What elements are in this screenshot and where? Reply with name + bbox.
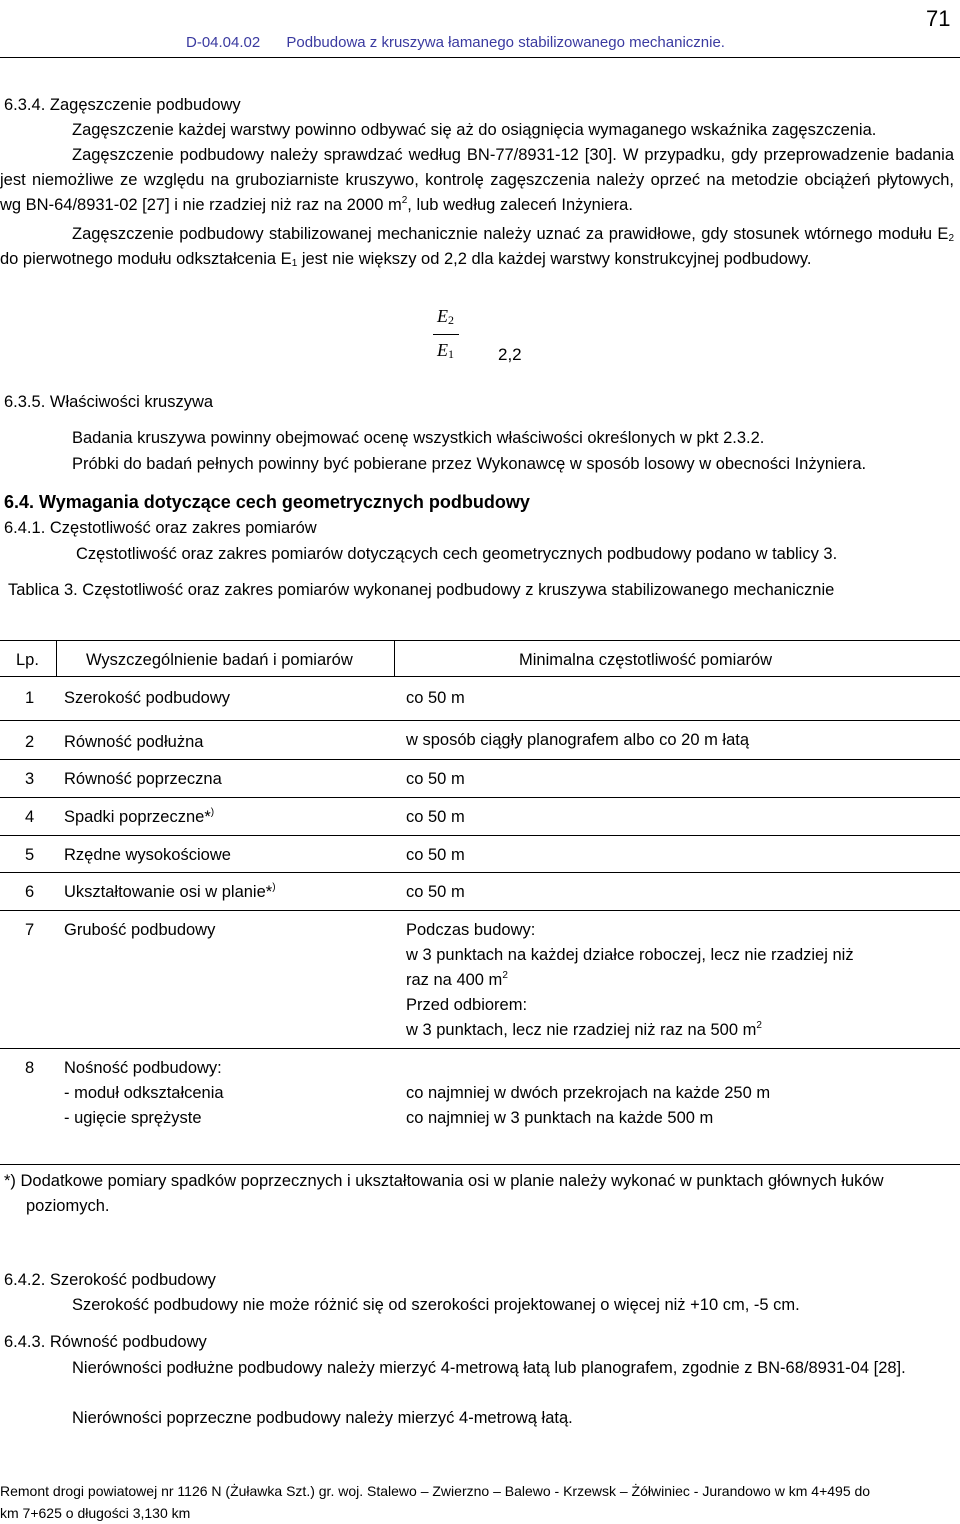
- footer-line: Remont drogi powiatowej nr 1126 N (Żuławka Szt.) gr. woj. Stalewo – Zwierzno – Balewo - Krzewsk – Żółwiniec - Jurandowo w km 4+495 do: [0, 1483, 871, 1499]
- table-row-rule: [0, 872, 960, 873]
- table-header-frequency: Minimalna częstotliwość pomiarów: [519, 651, 773, 669]
- section-title: Szerokość podbudowy: [49, 1271, 216, 1289]
- table-row-rule: [0, 797, 960, 798]
- fraction-bar: [433, 334, 459, 335]
- table-row-rule: [0, 759, 960, 760]
- section-heading-635: [4, 390, 213, 415]
- section-heading-641: [4, 516, 317, 541]
- section-number: 6.4.3.: [4, 1333, 46, 1351]
- measurement-table: Lp. Wyszczególnienie badań i pomiarów Minimalna częstotliwość pomiarów 1 Szerokość podbudowy co 50 m 2 Równość podłużna w sposób ciągły planografem albo co 20 m łatą 3 Równość poprzeczna co 50 m 4 Spadki poprzeczne*) co 50 m 5 Rzędne wysokościowe co 50 m 6 Ukształtowanie osi w planie*) co 50 m 7 Grubość podbudowy Podczas budowy: w 3 punktach na każdej działce roboczej, lecz nie rzadziej niż raz na 400 $m^2$ Przed odbiorem: w 3 punktach, lecz nie rzadziej niż raz na 500 $m^2$ 8 Nośność podbudowy: - moduł odkształcenia - ugięcie sprężyste co najmniej w dwóch przekrojach na każde 250 m co najmniej w 3 punktach na każde 500 m: [0, 640, 960, 1165]
- section-number: 6.3.5.: [4, 393, 46, 411]
- paragraph: Nierówności podłużne podbudowy należy mierzyć 4-metrową łatą lub planografem, zgodnie z BN-68/8931-04 [28].: [72, 1359, 906, 1377]
- section-number: 6.4.: [4, 492, 35, 512]
- table-row-rule: [0, 835, 960, 836]
- formula-rhs: 2,2: [498, 345, 522, 364]
- page-number: 71: [926, 6, 951, 31]
- table-col-rule: [56, 640, 57, 676]
- table-header-item: Wyszczególnienie badań i pomiarów: [86, 651, 353, 669]
- paragraph: Próbki do badań pełnych powinny być pobierane przez Wykonawcę w sposób losowy w obecności Inżyniera.: [72, 455, 867, 473]
- table-header-rule: [0, 676, 960, 677]
- paragraph: Szerokość podbudowy nie może różnić się od szerokości projektowanej o więcej niż +10 cm, -5 cm.: [72, 1296, 800, 1314]
- table-col-rule: [394, 640, 395, 676]
- section-heading-64: [4, 489, 530, 516]
- section-title: Zagęszczenie podbudowy: [49, 96, 241, 114]
- table-border-top: [0, 640, 960, 641]
- paragraph: Badania kruszywa powinny obejmować ocenę wszystkich właściwości określonych w pkt 2.3.2.: [72, 429, 765, 447]
- paragraph: Zagęszczenie podbudowy należy sprawdzać według BN-77/8931-12 [30]. W przypadku, gdy przeprowadzenie badania jest niemożliwe ze względu na gruboziarniste kruszywo, kontrolę zagęszczenia należy oprzeć na metodzie obciążeń płytowych, wg BN-64/8931-02 [27] i nie rzadziej niż raz na 2000 $m^2$, lub według zaleceń Inżyniera.: [0, 146, 954, 214]
- table-row-rule: [0, 910, 960, 911]
- paragraph: Nierówności poprzeczne podbudowy należy mierzyć 4-metrową łatą.: [72, 1409, 573, 1427]
- running-header: [186, 32, 725, 55]
- section-title: Wymagania dotyczące cech geometrycznych podbudowy: [39, 492, 530, 512]
- formula-numerator: $E_2$: [437, 306, 454, 327]
- paragraph: Częstotliwość oraz zakres pomiarów dotyczących cech geometrycznych podbudowy podano w tablicy 3.: [76, 545, 838, 563]
- table-row-rule: [0, 1048, 960, 1049]
- spec-title: Podbudowa z kruszywa łamanego stabilizowanego mechanicznie.: [286, 34, 725, 51]
- section-heading-643: [4, 1330, 207, 1355]
- paragraph: Zagęszczenie każdej warstwy powinno odbywać się aż do osiągnięcia wymaganego wskaźnika zagęszczenia.: [72, 121, 877, 139]
- footer-line: km 7+625 o długości 3,130 km: [0, 1505, 191, 1521]
- table-header-lp: Lp.: [16, 651, 39, 669]
- section-heading-634: [4, 93, 241, 118]
- section-number: 6.4.2.: [4, 1271, 46, 1289]
- section-title: Częstotliwość oraz zakres pomiarów: [49, 519, 317, 537]
- paragraph: Zagęszczenie podbudowy stabilizowanej mechanicznie należy uznać za prawidłowe, gdy stosunek wtórnego modułu $E_2$ do pierwotnego modułu odkształcenia $E_1$ jest nie większy od 2,2 dla każdej warstwy konstrukcyjnej podbudowy.: [0, 225, 954, 269]
- table-border-bottom: [0, 1164, 960, 1165]
- table-row-rule: [0, 720, 960, 721]
- section-number: 6.3.4.: [4, 96, 46, 114]
- section-title: Równość podbudowy: [49, 1333, 207, 1351]
- section-title: Właściwości kruszywa: [49, 393, 214, 411]
- section-number: 6.4.1.: [4, 519, 46, 537]
- formula-denominator: $E_1$: [437, 340, 454, 361]
- spec-code: D-04.04.02: [186, 34, 261, 51]
- section-heading-642: [4, 1268, 216, 1293]
- header-rule: [0, 57, 960, 58]
- table-footnote: *) Dodatkowe pomiary spadków poprzecznych i ukształtowania osi w planie należy wykonać w punktach głównych łuków poziomych.: [4, 1172, 884, 1215]
- table-caption: Tablica 3. Częstotliwość oraz zakres pomiarów wykonanej podbudowy z kruszywa stabilizowanego mechanicznie: [8, 581, 835, 599]
- page-footer: [0, 1480, 960, 1524]
